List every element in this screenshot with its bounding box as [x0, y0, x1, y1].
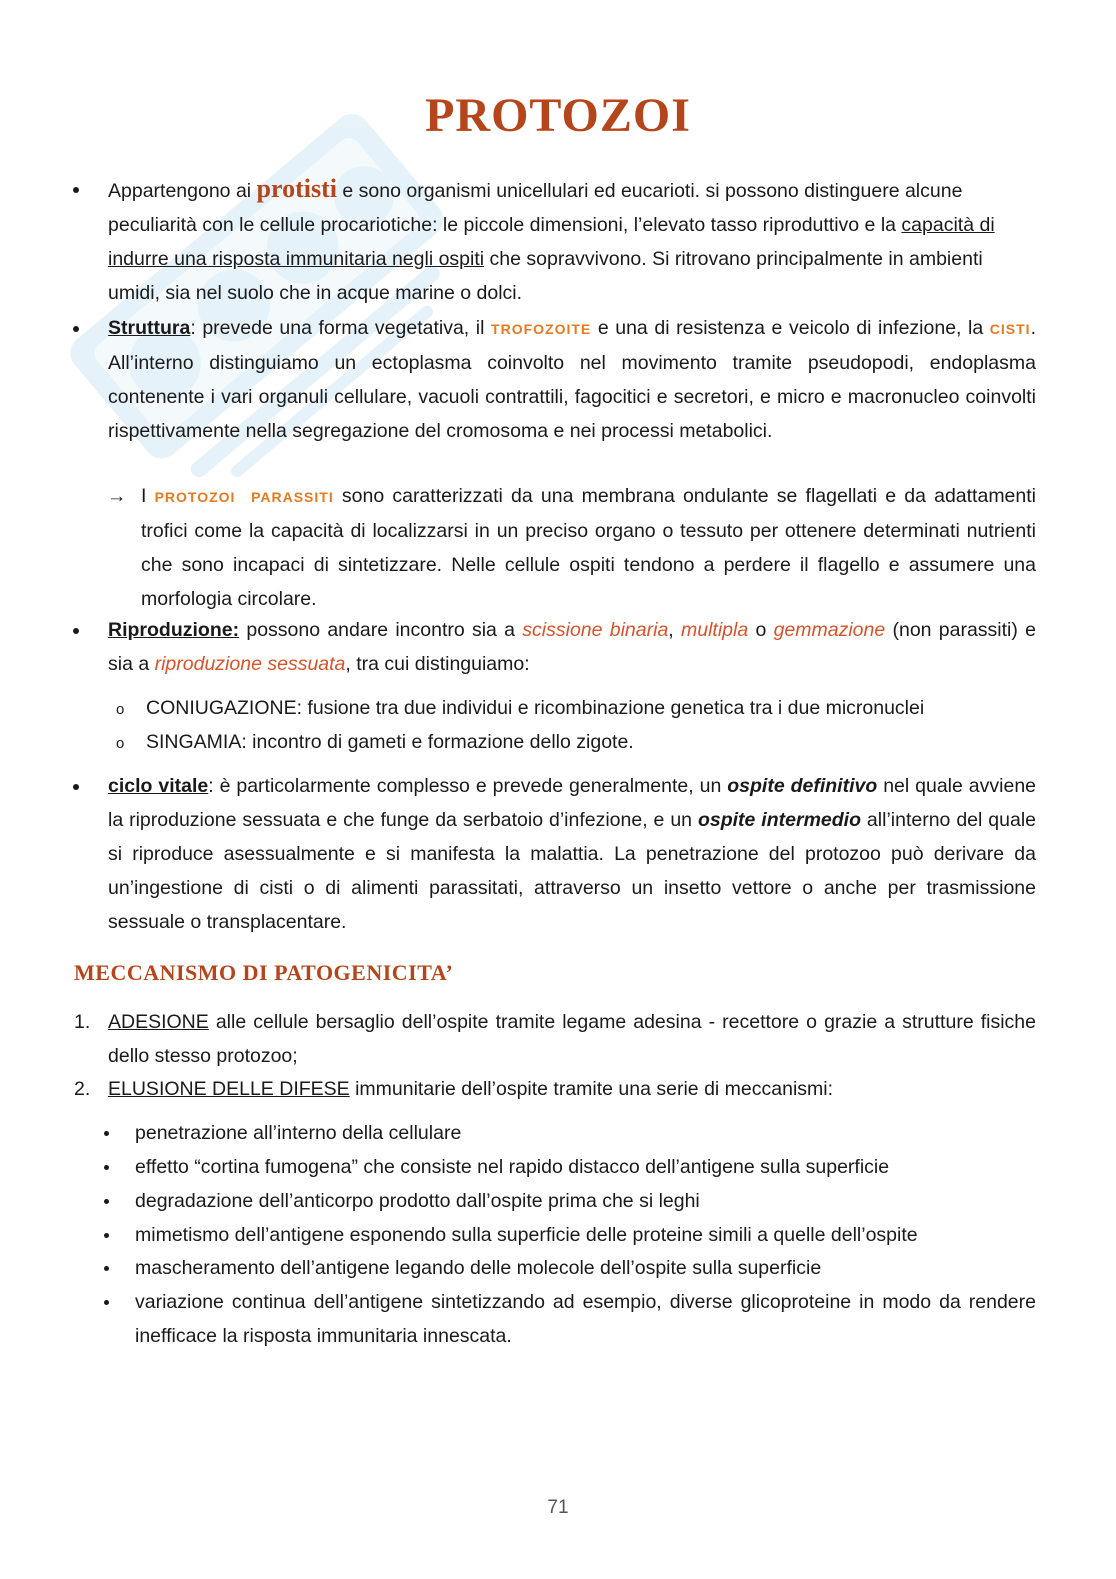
bullet-struttura: Struttura: prevede una forma vegetativa, il TROFOZOITE e una di resistenza e veicolo di infezione, la CISTI. All’interno distinguiamo un ectoplasma coinvolto nel movimento tramite pseudopodi, endoplasma contenente i vari organuli cellulare, vacuoli contrattili, fagocitici e secretori, e micro e macronucleo coinvolti rispettivamente nella segregazione del cromosoma e nei processi metabolici.	[108, 311, 1036, 448]
page-title: PROTOZOI	[425, 89, 691, 142]
ospite-definitivo-term: ospite definitivo	[727, 775, 878, 797]
bullet-dot	[73, 784, 79, 790]
gemmazione-term: gemmazione	[773, 619, 886, 641]
cisti-term: CISTI	[989, 321, 1031, 337]
numbered-item-adesione: 1. ADESIONE alle cellule bersaglio dell’ospite tramite legame adesina - recettore o grazie a strutture fisiche dello stesso protozoo;	[108, 1005, 1036, 1073]
circle-marker-icon: o	[116, 701, 125, 718]
ospite-intermedio-term: ospite intermedio	[697, 809, 861, 831]
struttura-label: Struttura	[108, 317, 191, 339]
bullet-dot	[104, 1199, 109, 1204]
mechanism-item: variazione continua dell’antigene sintetizzando ad esempio, diverse glicoproteine in modo da rendere inefficace la risposta immunitaria innescata.	[135, 1285, 1036, 1353]
sub-item-singamia: o SINGAMIA: incontro di gameti e formazione dello zigote.	[146, 725, 1036, 759]
underlined-phrase: capacità di indurre una risposta immunitaria negli ospiti	[108, 214, 995, 270]
page-number: 71	[547, 1497, 569, 1518]
scissione-term: scissione binaria	[522, 619, 669, 641]
trofozoite-term: TROFOZOITE	[491, 321, 592, 337]
bullet-intro: Appartengono ai protisti e sono organismi unicellulari ed eucarioti. si possono distinguere alcune peculiarità con le cellule procariotiche: le piccole dimensioni, l’elevato tasso riproduttivo e la capacità di indurre una risposta immunitaria negli ospiti che sopravvivono. Si ritrovano principalmente in ambienti umidi, sia nel suolo che in acque marine o dolci.	[108, 172, 1036, 310]
bullet-dot	[73, 187, 79, 193]
protisti-term: protisti	[256, 174, 337, 203]
ciclo-vitale-label: ciclo vitale	[108, 775, 209, 797]
section-heading: MECCANISMO DI PATOGENICITA’	[74, 960, 454, 985]
riproduzione-sessuata-term: riproduzione sessuata	[154, 653, 346, 675]
bullet-dot	[73, 326, 79, 332]
mechanism-item: mascheramento dell’antigene legando delle molecole dell’ospite sulla superficie	[135, 1251, 1036, 1285]
bullet-riproduzione: Riproduzione: possono andare incontro sia a scissione binaria, multipla o gemmazione (non parassiti) e sia a riproduzione sessuata, tra cui distinguiamo:	[108, 613, 1036, 681]
item-number: 1.	[74, 1011, 91, 1033]
item-number: 2.	[74, 1078, 91, 1100]
bullet-dot	[104, 1266, 109, 1271]
mechanism-item: penetrazione all’interno della cellulare	[135, 1116, 1036, 1150]
mechanism-item: mimetismo dell’antigene esponendo sulla superficie delle proteine simili a quelle dell’ospite	[135, 1218, 1036, 1252]
adesione-label: ADESIONE	[108, 1011, 209, 1033]
circle-marker-icon: o	[116, 735, 125, 752]
multipla-term: multipla	[680, 619, 749, 641]
bullet-dot	[73, 628, 79, 634]
protozoi-parassiti-term: PROTOZOI PARASSITI	[154, 489, 334, 505]
bullet-dot	[104, 1131, 109, 1136]
numbered-item-elusione: 2. ELUSIONE DELLE DIFESE immunitarie dell’ospite tramite una serie di meccanismi:	[108, 1072, 1036, 1106]
bullet-dot	[104, 1233, 109, 1238]
sub-item-coniugazione: o CONIUGAZIONE: fusione tra due individui e ricombinazione genetica tra i due micronuclei	[146, 691, 1036, 725]
arrow-icon: →	[107, 485, 127, 507]
protozoi-parassiti-note: → I PROTOZOI PARASSITI sono caratterizzati da una membrana ondulante se flagellati e da adattamenti trofici come la capacità di localizzarsi in un preciso organo o tessuto per ottenere determinati nutrienti che sono incapaci di sintetizzare. Nelle cellule ospiti tendono a perdere il flagello e assumere una morfologia circolare.	[141, 479, 1036, 616]
riproduzione-label: Riproduzione:	[108, 619, 240, 641]
mechanism-item: effetto “cortina fumogena” che consiste nel rapido distacco dell’antigene sulla superficie	[135, 1150, 1036, 1184]
bullet-dot	[104, 1300, 109, 1305]
bullet-dot	[104, 1165, 109, 1170]
mechanism-item: degradazione dell’anticorpo prodotto dall’ospite prima che si leghi	[135, 1184, 1036, 1218]
bullet-ciclo-vitale: ciclo vitale: è particolarmente complesso e prevede generalmente, un ospite definitivo nel quale avviene la riproduzione sessuata e che funge da serbatoio d’infezione, e un ospite intermedio all’interno del quale si riproduce asessualmente e si manifesta la malattia. La penetrazione del protozoo può derivare da un’ingestione di cisti o di alimenti parassitati, attraverso un insetto vettore o anche per trasmissione sessuale o transplacentare.	[108, 769, 1036, 939]
elusione-label: ELUSIONE DELLE DIFESE	[108, 1078, 350, 1100]
